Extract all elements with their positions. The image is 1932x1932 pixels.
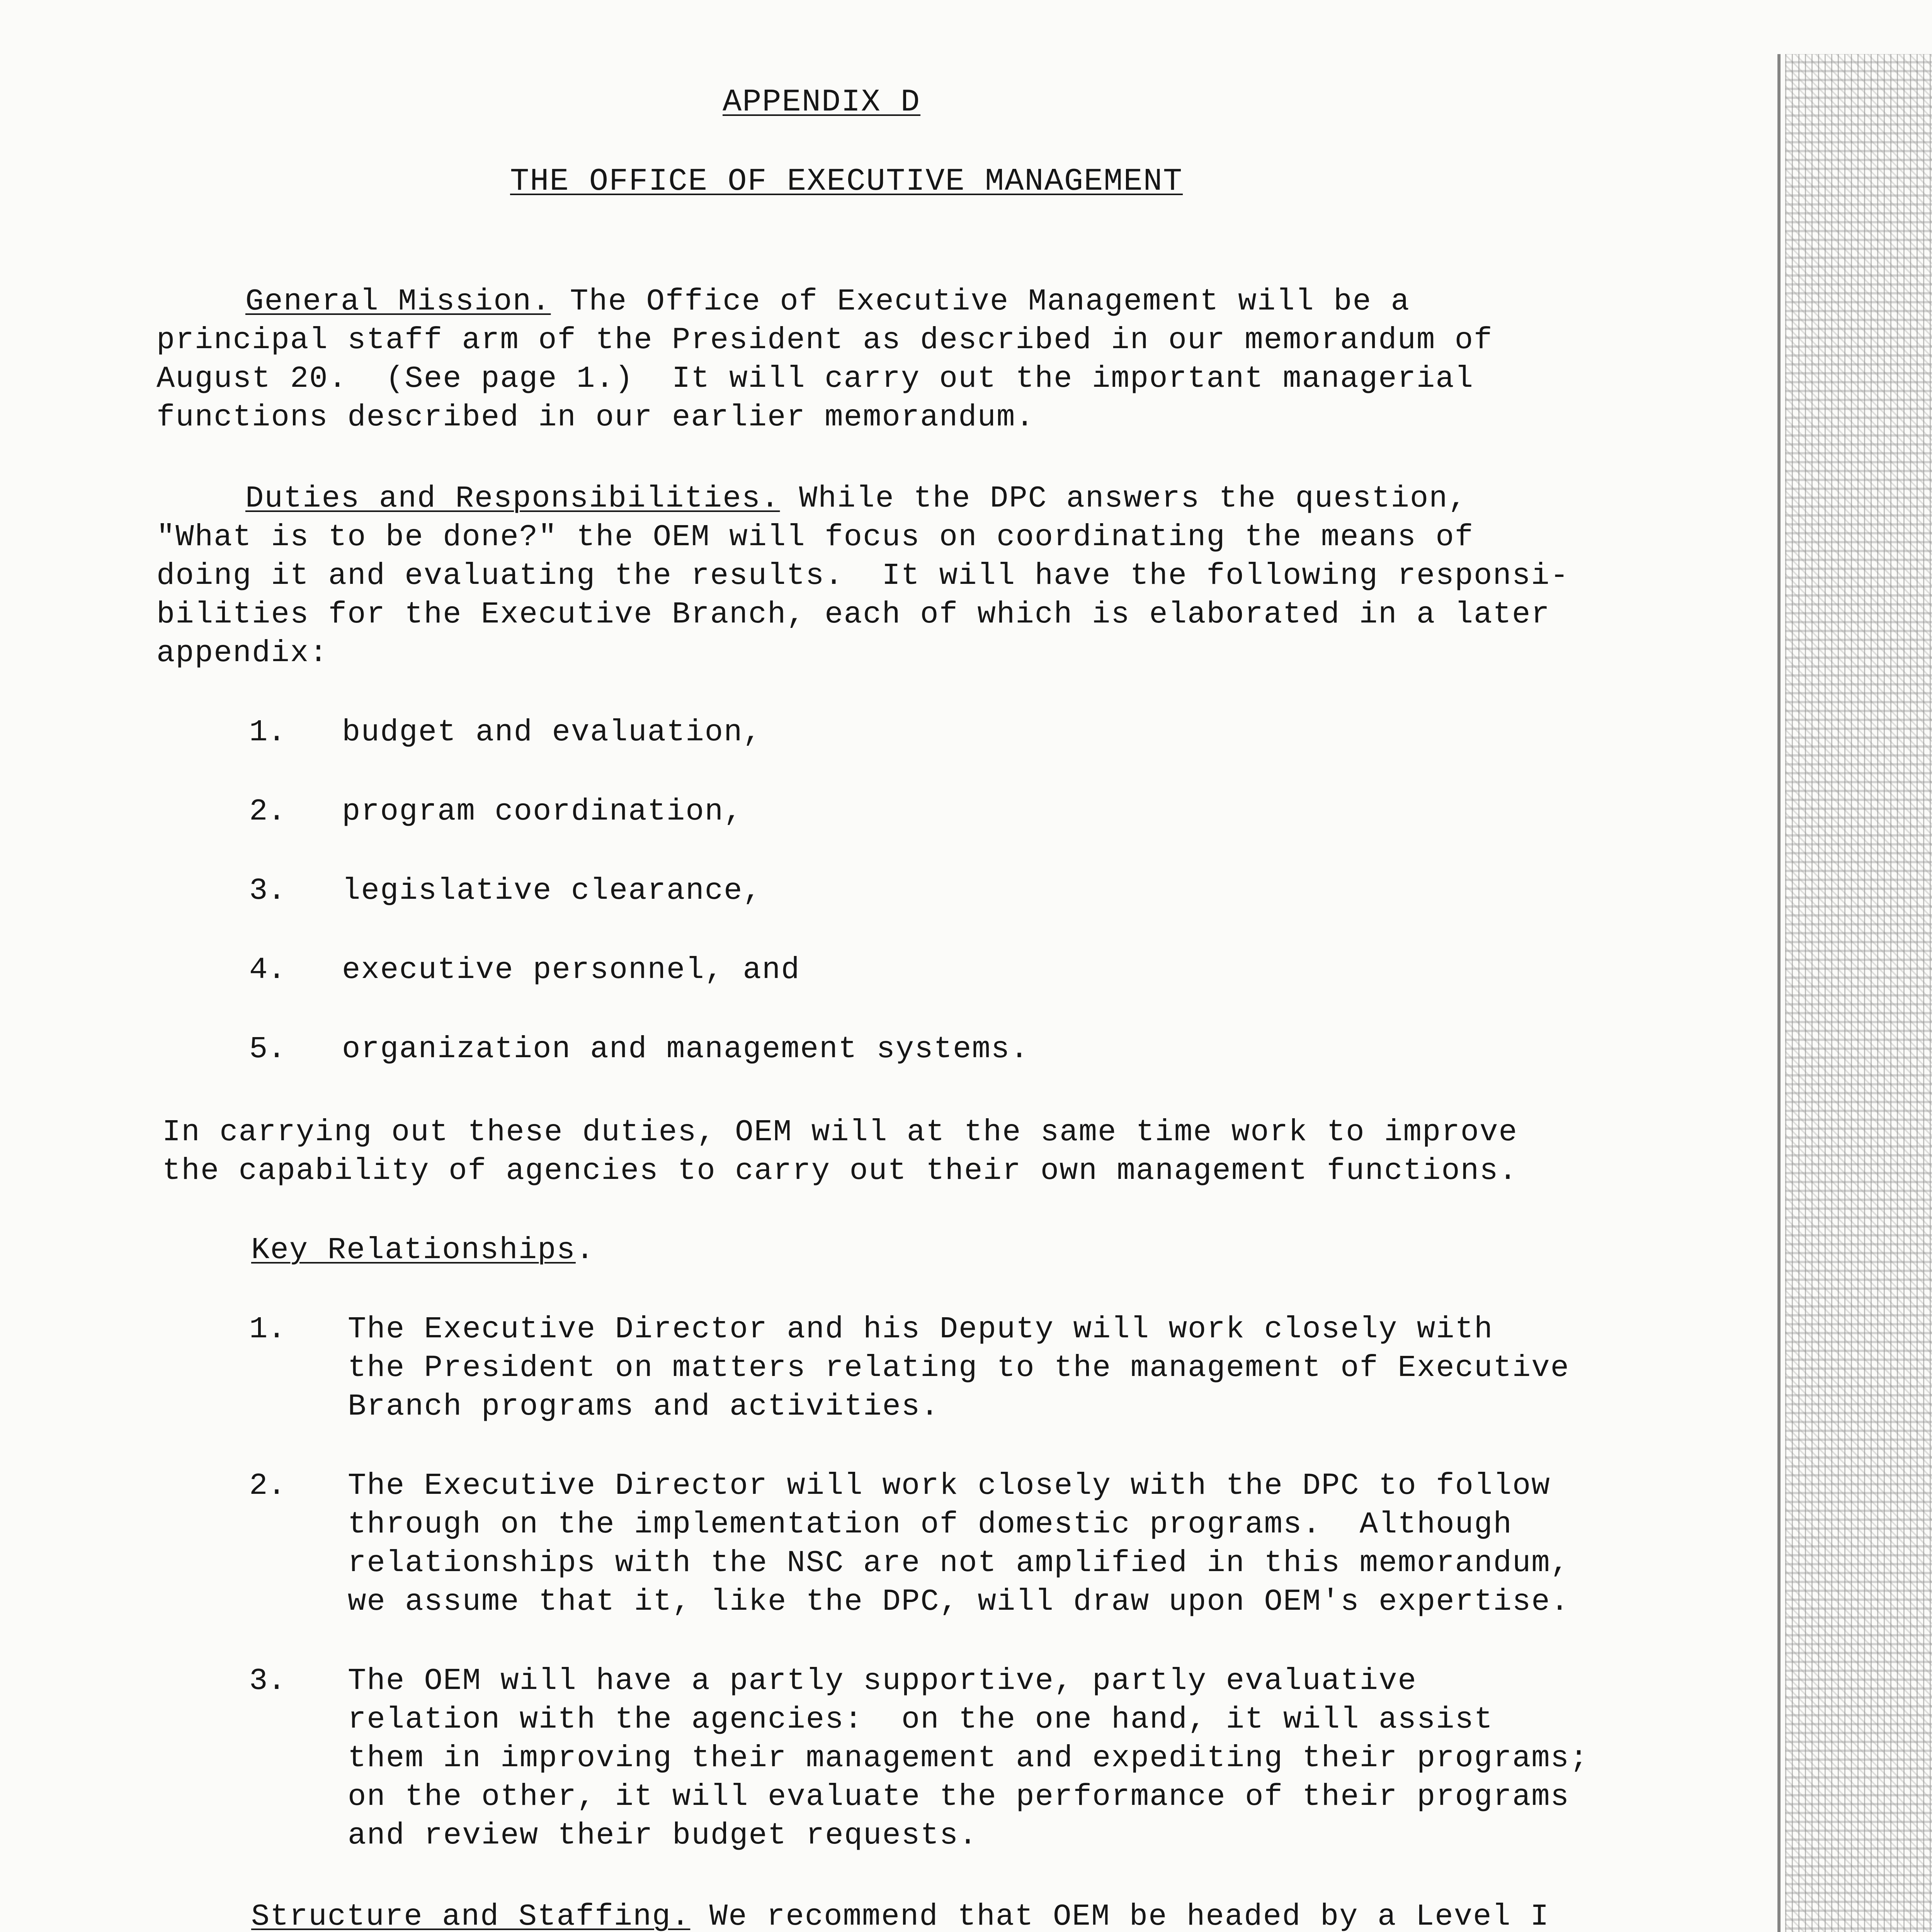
duties-line-2: "What is to be done?" the OEM will focus on coordinating the means of: [156, 520, 1474, 554]
duties-closing-line-2: the capability of agencies to carry out their own management functions.: [162, 1153, 1518, 1188]
general-mission-line-4: functions described in our earlier memorandum.: [156, 400, 1035, 435]
duties-closing-line-1: In carrying out these duties, OEM will at the same time work to improve: [162, 1115, 1518, 1150]
relationship-item-line: through on the implementation of domestic programs. Although: [348, 1507, 1512, 1542]
duty-item: legislative clearance,: [342, 873, 762, 908]
duties-line-1: Duties and Responsibilities. While the DPC answers the question,: [245, 481, 1468, 516]
duties-heading: Duties and Responsibilities.: [245, 481, 780, 516]
general-mission-line-3: August 20. (See page 1.) It will carry out the important managerial: [156, 361, 1474, 396]
structure-line-1: Structure and Staffing. We recommend that OEM be headed by a Level I: [251, 1897, 1549, 1932]
duty-item: executive personnel, and: [342, 952, 800, 987]
relationship-item-number: 2.: [249, 1468, 286, 1503]
relationship-item-number: 3.: [249, 1663, 286, 1698]
general-mission-line-2: principal staff arm of the President as described in our memorandum of: [156, 323, 1493, 357]
relationship-item-line: The Executive Director and his Deputy will work closely with: [348, 1312, 1493, 1347]
relationship-item-line: we assume that it, like the DPC, will draw upon OEM's expertise.: [348, 1584, 1570, 1619]
key-relationships-heading: Key Relationships: [251, 1233, 576, 1267]
relationship-item-line: relationships with the NSC are not amplified in this memorandum,: [348, 1546, 1570, 1580]
duties-line-5: appendix:: [156, 636, 328, 670]
structure-heading: Structure and Staffing.: [251, 1899, 690, 1932]
duty-item: organization and management systems.: [342, 1032, 1029, 1066]
duty-item-number: 4.: [249, 952, 286, 987]
general-mission-heading: General Mission.: [245, 284, 551, 319]
relationship-item-line: relation with the agencies: on the one hand, it will assist: [348, 1702, 1493, 1737]
key-relationships-heading-line: Key Relationships.: [251, 1233, 595, 1267]
relationship-item-line: them in improving their management and expediting their programs;: [348, 1741, 1589, 1776]
duty-item-number: 2.: [249, 794, 286, 829]
duty-item-number: 3.: [249, 873, 286, 908]
duty-item: budget and evaluation,: [342, 715, 762, 750]
relationship-item-line: on the other, it will evaluate the performance of their programs: [348, 1779, 1570, 1814]
relationship-item-line: The OEM will have a partly supportive, partly evaluative: [348, 1663, 1417, 1698]
general-mission-line-1: General Mission. The Office of Executive Management will be a: [245, 284, 1410, 319]
duty-item: program coordination,: [342, 794, 743, 829]
appendix-label: APPENDIX D: [723, 84, 921, 120]
relationship-item-line: the President on matters relating to the management of Executive: [348, 1350, 1570, 1385]
relationship-item-line: Branch programs and activities.: [348, 1389, 940, 1424]
relationship-item-number: 1.: [249, 1312, 286, 1347]
document-title: THE OFFICE OF EXECUTIVE MANAGEMENT: [510, 163, 1183, 199]
duty-item-number: 1.: [249, 715, 286, 750]
duties-line-3: doing it and evaluating the results. It will have the following responsi-: [156, 558, 1570, 593]
relationship-item-line: The Executive Director will work closely with the DPC to follow: [348, 1468, 1551, 1503]
duties-line-4: bilities for the Executive Branch, each of which is elaborated in a later: [156, 597, 1550, 632]
relationship-item-line: and review their budget requests.: [348, 1818, 978, 1853]
duty-item-number: 5.: [249, 1032, 286, 1066]
